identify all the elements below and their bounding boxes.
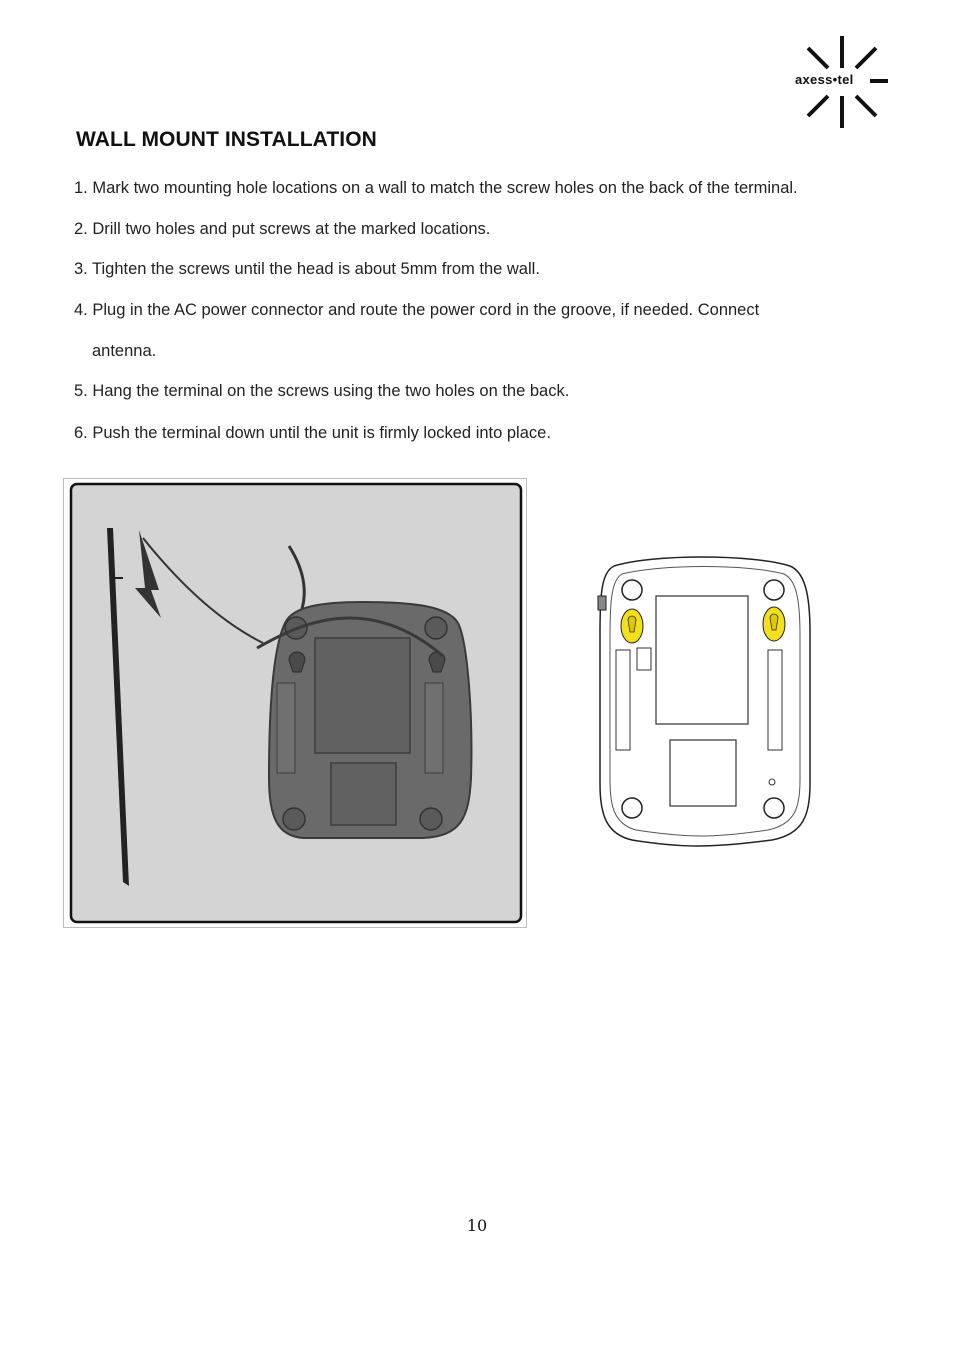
step-1: 1. Mark two mounting hole locations on a wall to match the screw holes on the back of the terminal. <box>74 179 798 197</box>
logo-text: axess•tel <box>795 72 854 87</box>
step-3: 3. Tighten the screws until the head is about 5mm from the wall. <box>74 260 540 278</box>
terminal-device <box>257 602 471 838</box>
terminal-back-diagram <box>592 552 816 848</box>
page-title: WALL MOUNT INSTALLATION <box>76 128 377 151</box>
page-number: 10 <box>466 1216 488 1235</box>
step-4-continued: antenna. <box>92 342 157 360</box>
mounting-hole-right <box>763 607 785 641</box>
step-4: 4. Plug in the AC power connector and route the power cord in the groove, if needed. Connect <box>74 301 760 319</box>
mounting-hole-left <box>621 609 643 643</box>
step-2: 2. Drill two holes and put screws at the marked locations. <box>74 220 491 238</box>
step-6: 6. Push the terminal down until the unit is firmly locked into place. <box>74 424 551 442</box>
wall-mount-illustration <box>63 478 527 928</box>
step-5: 5. Hang the terminal on the screws using the two holes on the back. <box>74 382 570 400</box>
